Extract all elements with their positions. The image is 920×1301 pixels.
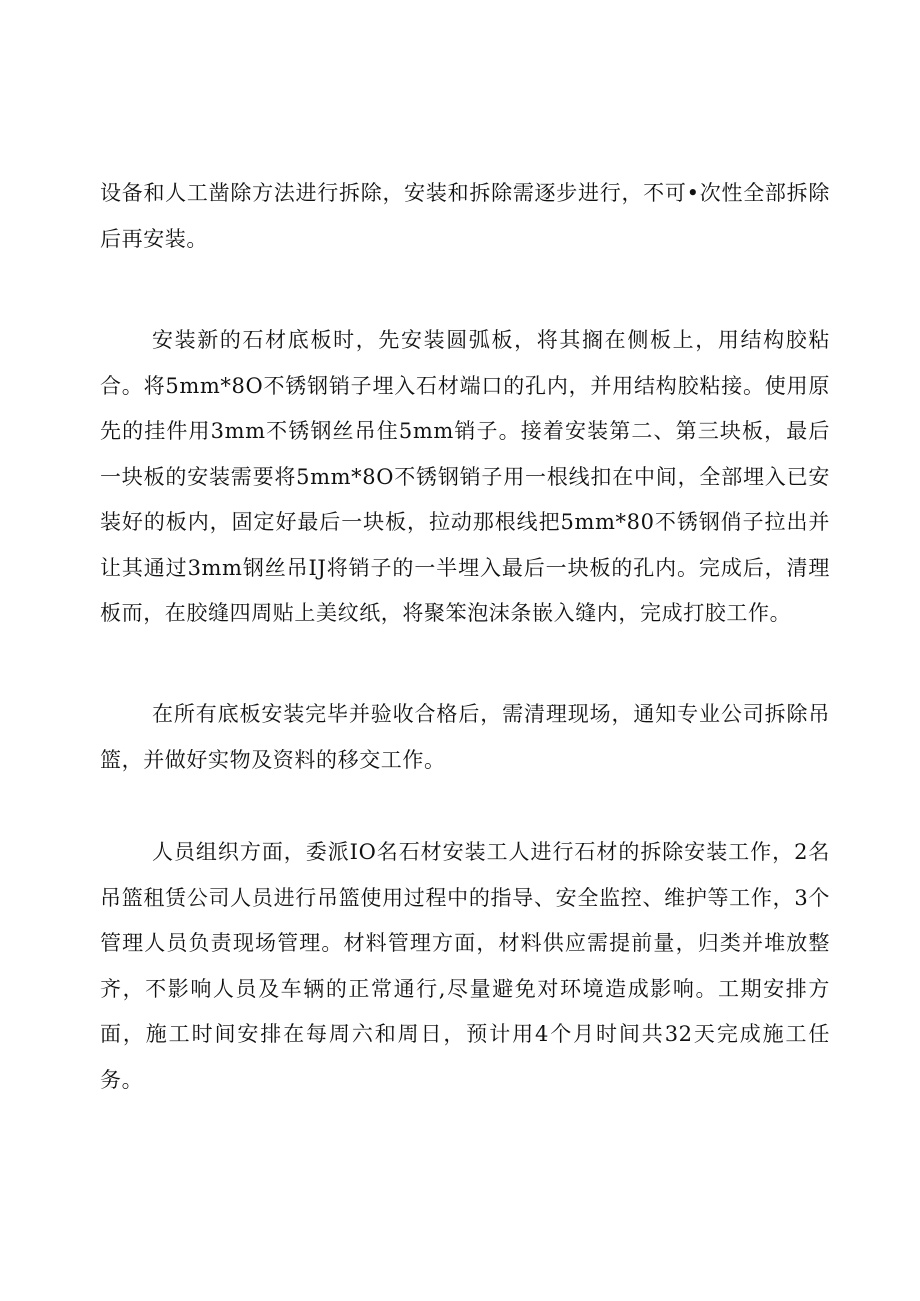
- paragraph-dismantling-method: 设备和人工凿除方法进行拆除，安装和拆除需逐步进行，不可•次性全部拆除后再安装。: [100, 181, 830, 251]
- paragraph-site-cleanup: 在所有底板安装完毕并验收合格后，需清理现场，通知专业公司拆除吊篮，并做好实物及资料的移交工作。: [100, 702, 830, 772]
- paragraph-organization-schedule: 人员组织方面，委派IO名石材安装工人进行石材的拆除安装工作，2名吊篮租赁公司人员进行吊篮使用过程中的指导、安全监控、维护等工作，3个管理人员负责现场管理。材料管理方面，材料供应需提前量，归类并堆放整齐，不影响人员及车辆的正常通行,尽量避免对环境造成影响。工期安排方面，施工时间安排在每周六和周日，预计用4个月时间共32天完成施工任务。: [100, 840, 830, 1092]
- paragraph-installation-steps: 安装新的石材底板时，先安装圆弧板，将其搁在侧板上，用结构胶粘合。将5mm*8O不锈钢销子埋入石材端口的孔内，并用结构胶粘接。使用原先的挂件用3mm不锈钢丝吊住5mm销子。接着安装第二、第三块板，最后一块板的安装需要将5mm*8O不锈钢销子用一根线扣在中间，全部埋入已安装好的板内，固定好最后一块板，拉动那根线把5mm*80不锈钢俏子拉出并让其通过3mm钢丝吊IJ将销子的一半埋入最后一块板的孔内。完成后，清理板而，在胶缝四周贴上美纹纸，将聚笨泡沫条嵌入缝内，完成打胶工作。: [100, 328, 830, 625]
